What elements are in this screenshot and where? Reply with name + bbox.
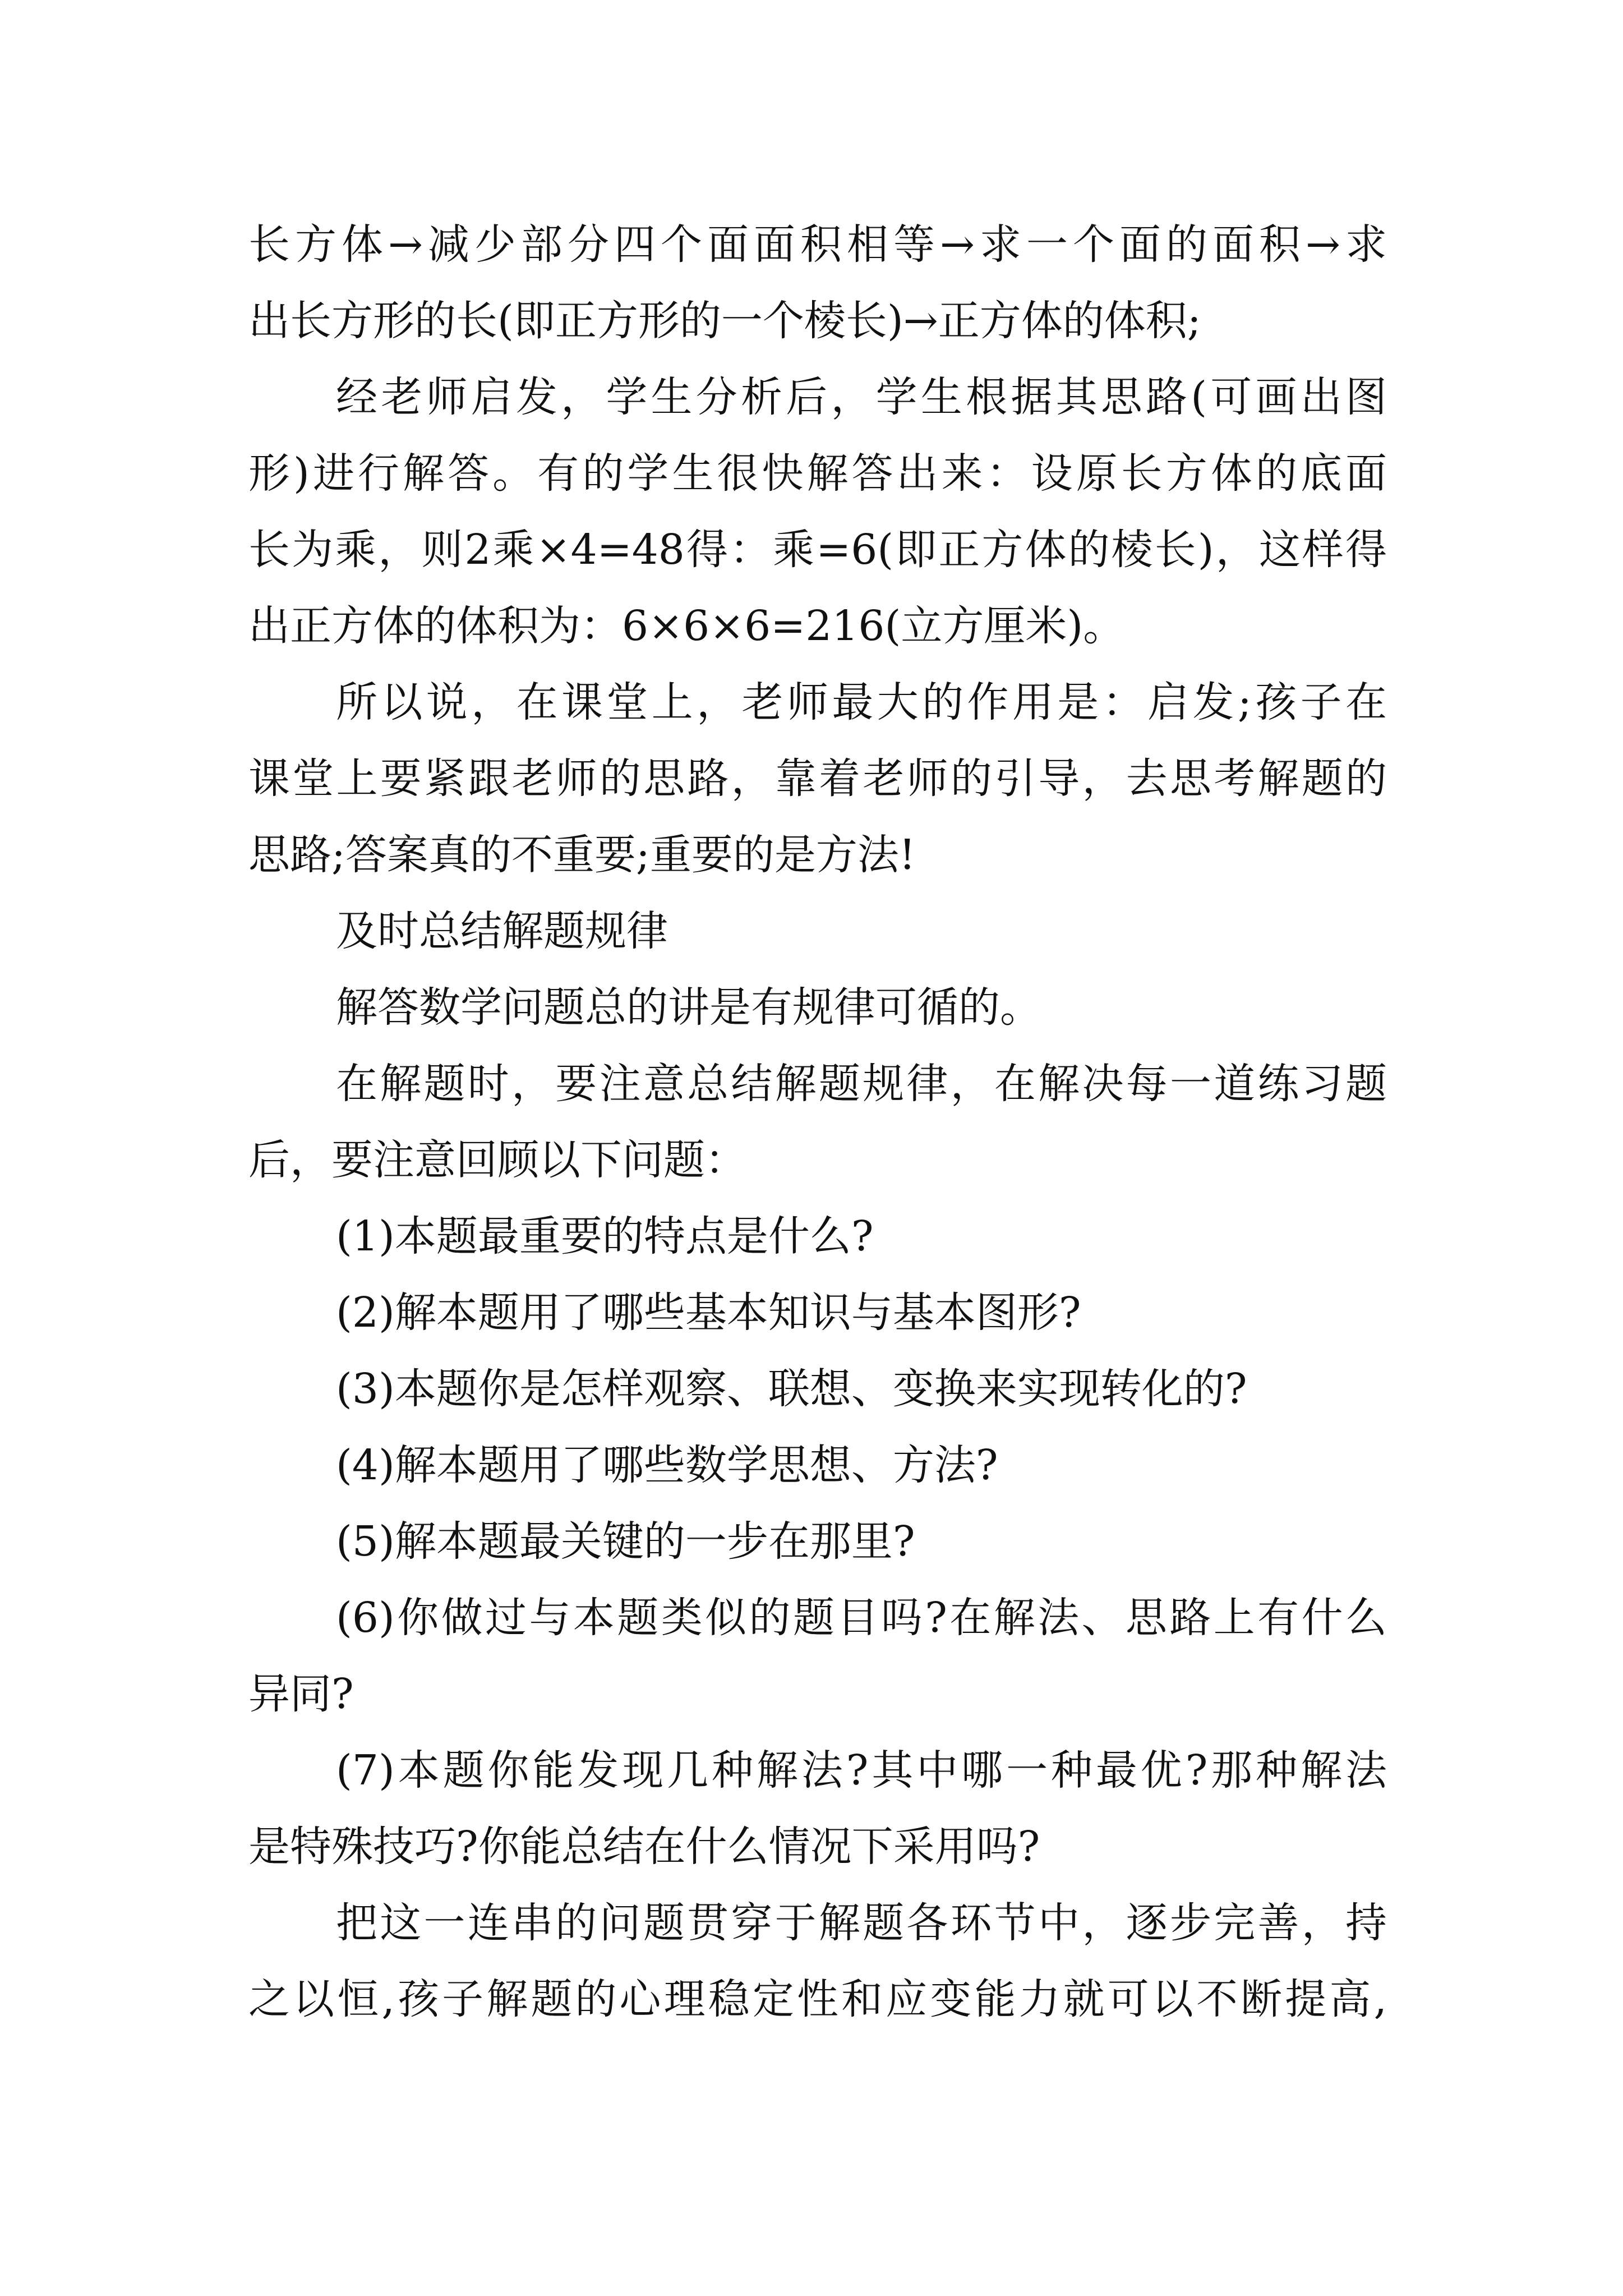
text-line: 解答数学问题总的讲是有规律可循的。 bbox=[336, 983, 1041, 1032]
text-line: 经老师启发，学生分析后，学生根据其思路(可画出图 bbox=[336, 373, 1387, 421]
text-line: (3)本题你是怎样观察、联想、变换来实现转化的? bbox=[336, 1365, 1247, 1413]
text-line: 出长方形的长(即正方形的一个棱长)→正方体的体积; bbox=[248, 297, 1201, 345]
text-line: 形)进行解答。有的学生很快解答出来：设原长方体的底面 bbox=[248, 449, 1387, 498]
body-text bbox=[248, 206, 1387, 2037]
text-line: (4)解本题用了哪些数学思想、方法? bbox=[336, 1441, 998, 1489]
text-line: (2)解本题用了哪些基本知识与基本图形? bbox=[336, 1289, 1081, 1337]
text-line: 长方体→减少部分四个面面积相等→求一个面的面积→求 bbox=[248, 220, 1387, 269]
text-line: 长为乘，则2乘×4=48得：乘=6(即正方体的棱长)，这样得 bbox=[248, 526, 1387, 574]
text-line: 出正方体的体积为：6×6×6=216(立方厘米)。 bbox=[248, 602, 1125, 650]
text-line: 所以说，在课堂上，老师最大的作用是：启发;孩子在 bbox=[336, 678, 1387, 726]
text-line: 之以恒,孩子解题的心理稳定性和应变能力就可以不断提高, bbox=[248, 1975, 1387, 2023]
text-line: 课堂上要紧跟老师的思路，靠着老师的引导，去思考解题的 bbox=[248, 754, 1387, 803]
text-line: 后，要注意回顾以下问题： bbox=[248, 1136, 746, 1184]
text-line: 思路;答案真的不重要;重要的是方法! bbox=[248, 831, 916, 879]
text-line: 是特殊技巧?你能总结在什么情况下采用吗? bbox=[248, 1823, 1040, 1871]
text-line: (6)你做过与本题类似的题目吗?在解法、思路上有什么 bbox=[336, 1594, 1387, 1642]
text-line: (5)解本题最关键的一步在那里? bbox=[336, 1517, 915, 1566]
text-line: (1)本题最重要的特点是什么? bbox=[336, 1212, 874, 1260]
text-line: 及时总结解题规律 bbox=[336, 907, 668, 955]
text-line: 把这一连串的问题贯穿于解题各环节中，逐步完善，持 bbox=[336, 1899, 1387, 1947]
text-line: 异同? bbox=[248, 1670, 354, 1718]
text-line: (7)本题你能发现几种解法?其中哪一种最优?那种解法 bbox=[336, 1746, 1387, 1795]
text-line: 在解题时，要注意总结解题规律，在解决每一道练习题 bbox=[336, 1060, 1387, 1108]
